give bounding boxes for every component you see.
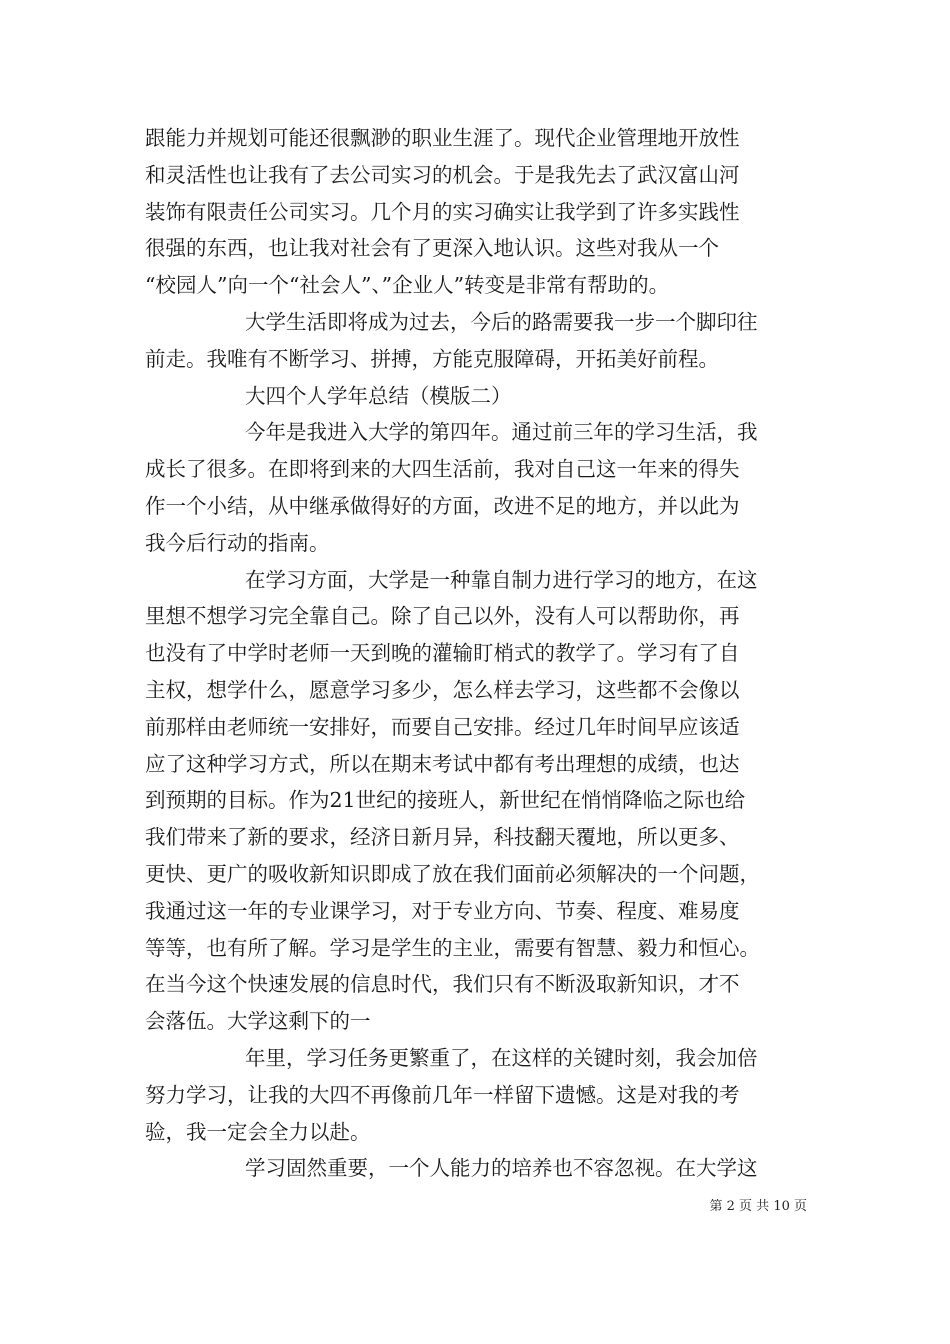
text-line: 大四个人学年总结（模版二） — [245, 383, 512, 408]
text-line: “校园人”向一个“社会人”、”企业人”转变是非常有帮助的。 — [145, 273, 670, 298]
text-line: 前那样由老师统一安排好，而要自己安排。经过几年时间早应该适 — [145, 714, 740, 739]
text-line: 今年是我进入大学的第四年。通过前三年的学习生活，我 — [245, 420, 758, 445]
text-line: 验，我一定会全力以赴。 — [145, 1119, 371, 1144]
text-line: 到预期的目标。作为21世纪的接班人，新世纪在悄悄降临之际也给 — [145, 788, 746, 813]
text-line: 更快、更广的吸收新知识即成了放在我们面前必须解决的一个问题， — [145, 861, 760, 886]
text-line: 在当今这个快速发展的信息时代，我们只有不断汲取新知识，才不 — [145, 972, 740, 997]
text-line: 和灵活性也让我有了去公司实习的机会。于是我先去了武汉富山河 — [145, 162, 740, 187]
document-body — [145, 120, 825, 1187]
text-line: 学习固然重要，一个人能力的培养也不容忽视。在大学这 — [245, 1156, 758, 1181]
paragraph — [145, 378, 825, 415]
text-line: 装饰有限责任公司实习。几个月的实习确实让我学到了许多实践性 — [145, 199, 740, 224]
text-line: 跟能力并规划可能还很飘渺的职业生涯了。现代企业管理地开放性 — [145, 126, 740, 150]
paragraph — [145, 1150, 825, 1187]
text-line: 我通过这一年的专业课学习，对于专业方向、节奏、程度、难易度 — [145, 898, 740, 923]
text-line: 也没有了中学时老师一天到晚的灌输盯梢式的教学了。学习有了自 — [145, 641, 740, 666]
page-number-footer: 第 2 页 共 10 页 — [709, 1199, 807, 1214]
text-line: 里想不想学习完全靠自己。除了自己以外，没有人可以帮助你，再 — [145, 604, 740, 629]
text-line: 主权，想学什么，愿意学习多少，怎么样去学习，这些都不会像以 — [145, 677, 740, 702]
text-line: 应了这种学习方式，所以在期末考试中都有考出理想的成绩，也达 — [145, 751, 740, 776]
text-line: 作一个小结，从中继承做得好的方面，改进不足的地方，并以此为 — [145, 493, 740, 518]
text-line: 在学习方面，大学是一种靠自制力进行学习的地方，在这 — [245, 567, 758, 592]
text-line: 很强的东西，也让我对社会有了更深入地认识。这些对我从一个 — [145, 236, 719, 261]
paragraph — [145, 304, 825, 378]
paragraph — [145, 562, 825, 1040]
text-line: 等等，也有所了解。学习是学生的主业，需要有智慧、毅力和恒心。 — [145, 935, 760, 960]
paragraph — [145, 120, 825, 304]
text-line: 会落伍。大学这剩下的一 — [145, 1009, 371, 1034]
text-line: 年里，学习任务更繁重了，在这样的关键时刻，我会加倍 — [245, 1045, 758, 1070]
text-line: 大学生活即将成为过去，今后的路需要我一步一个脚印往 — [245, 309, 758, 334]
text-line: 前走。我唯有不断学习、拼搏，方能克服障碍，开拓美好前程。 — [145, 346, 719, 371]
text-line: 努力学习，让我的大四不再像前几年一样留下遗憾。这是对我的考 — [145, 1082, 740, 1107]
paragraph — [145, 414, 825, 561]
text-line: 我今后行动的指南。 — [145, 530, 330, 555]
text-line: 成长了很多。在即将到来的大四生活前，我对自己这一年来的得失 — [145, 457, 740, 482]
paragraph — [145, 1040, 825, 1150]
text-line: 我们带来了新的要求，经济日新月异，科技翻天覆地，所以更多、 — [145, 825, 740, 850]
